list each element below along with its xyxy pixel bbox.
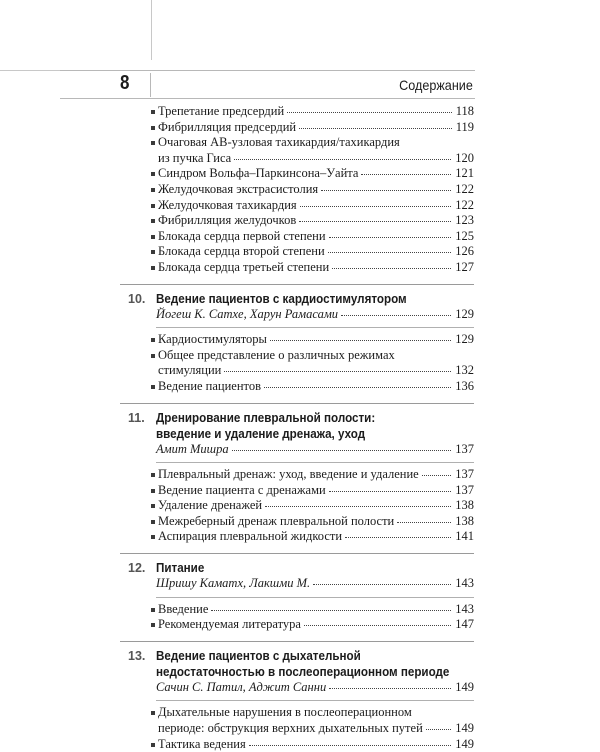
toc-entry-line: [148, 721, 474, 737]
header-bottom-rule: [60, 98, 475, 99]
toc-item-row: [128, 348, 474, 364]
chapter-title-line: введение и удаление дренажа, уход: [156, 426, 366, 441]
authors-names: Сачин С. Патил, Аджит Санни: [156, 679, 327, 694]
toc-item: [128, 705, 474, 736]
toc-item: [128, 182, 474, 198]
toc-item: [128, 120, 474, 136]
authors-rule: [156, 325, 474, 328]
entry-label: Кардиостимуляторы: [158, 332, 267, 347]
toc-item-row: [128, 483, 474, 499]
toc-item: [128, 348, 474, 379]
chapter-authors: [128, 442, 474, 458]
entry-label: Ведение пациентов: [158, 378, 261, 393]
entry-label: Общее представление о различных режимах: [158, 347, 395, 362]
dot-leader: [341, 314, 451, 316]
toc-entry-line: [148, 120, 474, 136]
toc-item-row: [128, 529, 474, 545]
entry-page: 123: [455, 213, 474, 228]
dot-leader: [224, 370, 451, 372]
dot-leader: [361, 173, 451, 175]
entry-label: Блокада сердца третьей степени: [158, 259, 330, 274]
entry-page: 122: [455, 197, 474, 212]
chapter-separator: [120, 641, 474, 642]
toc-item-row: [128, 617, 474, 633]
entry-label: Введение: [158, 601, 209, 616]
toc-item-row-cont: [128, 151, 474, 167]
entry-page: 141: [455, 529, 474, 544]
entry-label: Дыхательные нарушения в послеоперационном: [158, 705, 412, 720]
entry-page: 125: [455, 228, 474, 243]
toc-item-row: [128, 198, 474, 214]
dot-leader: [265, 505, 451, 507]
toc-entry-line: [148, 498, 474, 514]
toc-item-row: [128, 332, 474, 348]
chapter-number: 12.: [128, 561, 146, 576]
entry-label: Межреберный дренаж плевральной полости: [158, 513, 395, 528]
entry-label: Синдром Вольфа–Паркинсона–Уайта: [158, 166, 359, 181]
authors-rule: [156, 698, 474, 701]
toc-item-row: [128, 379, 474, 395]
dot-leader: [329, 236, 452, 238]
authors-rule: [156, 460, 474, 463]
dot-leader: [300, 205, 452, 207]
entry-page: 129: [455, 306, 474, 321]
entry-page: 120: [455, 150, 474, 165]
toc-entry-line: [128, 680, 474, 696]
dot-leader: [299, 220, 451, 222]
toc-item-row: [128, 244, 474, 260]
toc-item-row: [128, 229, 474, 245]
crop-mark-horizontal: [0, 70, 60, 71]
chapter-number: 10.: [128, 291, 146, 306]
entry-page: 126: [455, 244, 474, 259]
toc-item: [128, 514, 474, 530]
toc-item-row: [128, 135, 474, 151]
toc-entry-line: [148, 514, 474, 530]
dot-leader: [329, 687, 451, 689]
authors-names: Йогеш К. Сатхе, Харун Рамасами: [156, 306, 339, 321]
entry-label: Блокада сердца второй степени: [158, 244, 325, 259]
toc-entry-line: [148, 213, 474, 229]
chapter-title-line: Ведение пациентов с кардиостимулятором: [156, 291, 407, 306]
dot-leader: [321, 189, 451, 191]
toc-item: [128, 213, 474, 229]
toc-item-row: [128, 602, 474, 618]
toc-entry-line: [148, 379, 474, 395]
toc-entry-line: [148, 363, 474, 379]
toc-item: [128, 498, 474, 514]
chapter-authors: [128, 307, 474, 323]
entry-label: Рекомендуемая литература: [158, 617, 301, 632]
dot-leader: [426, 728, 451, 730]
entry-page: 137: [455, 467, 474, 482]
toc-entry-line: [148, 467, 474, 483]
dot-leader: [397, 521, 451, 523]
entry-page: 149: [455, 721, 474, 736]
dot-leader: [328, 251, 452, 253]
chapter-title: [128, 291, 474, 307]
toc-item-row: [128, 705, 474, 721]
toc-item: [128, 332, 474, 348]
toc-item-row: [128, 498, 474, 514]
entry-page: 143: [455, 601, 474, 616]
toc-item-row: [128, 166, 474, 182]
chapter-title: [128, 410, 474, 442]
running-title: Содержание: [399, 77, 473, 93]
entry-page: 138: [455, 498, 474, 513]
dot-leader: [422, 474, 452, 476]
toc-entry-line: [148, 229, 474, 245]
entry-label: Фибрилляция предсердий: [158, 119, 297, 134]
toc-item: [128, 229, 474, 245]
page-number: 8: [120, 72, 130, 94]
dot-leader: [332, 267, 451, 269]
crop-mark-vertical: [151, 0, 152, 60]
toc-entry-line: [148, 260, 474, 276]
entry-label-cont: стимуляции: [158, 363, 222, 378]
toc-item-row-cont: [128, 363, 474, 379]
toc-entry-line: [148, 244, 474, 260]
entry-label: Трепетание предсердий: [158, 104, 285, 118]
entry-page: 149: [455, 679, 474, 694]
entry-page: 149: [455, 736, 474, 751]
chapter-title: [128, 648, 474, 680]
toc-item: [128, 244, 474, 260]
toc-entry-line: [148, 602, 474, 618]
chapter-title-line: недостаточностью в послеоперационном периоде: [156, 664, 450, 679]
dot-leader: [287, 111, 452, 113]
chapter-separator: [120, 403, 474, 404]
dot-leader: [270, 339, 451, 341]
chapter-authors: [128, 576, 474, 592]
toc-entry-line: [128, 442, 474, 458]
toc-entry-line: [128, 576, 474, 592]
entry-page: 147: [455, 617, 474, 632]
page-number-divider: [150, 73, 151, 97]
toc-entry-line: [148, 151, 474, 167]
entry-label: Блокада сердца первой степени: [158, 228, 326, 243]
entry-page: 138: [455, 513, 474, 528]
entry-label: Желудочковая экстрасистолия: [158, 181, 319, 196]
toc-item-row: [128, 514, 474, 530]
authors-names: Амит Мишра: [156, 441, 229, 456]
entry-page: 137: [455, 482, 474, 497]
toc-entry-line: [148, 332, 474, 348]
toc-item: [128, 135, 474, 166]
entry-label: Фибрилляция желудочков: [158, 213, 297, 228]
chapter-number: 11.: [128, 410, 145, 425]
chapter-title: [128, 560, 474, 576]
entry-page: 136: [455, 378, 474, 393]
toc-entry-line: [148, 483, 474, 499]
toc-item-row: [128, 182, 474, 198]
toc-item-row: [128, 213, 474, 229]
dot-leader: [249, 744, 452, 746]
table-of-contents: [128, 104, 474, 752]
toc-item-row: [128, 467, 474, 483]
toc-item-row: [128, 260, 474, 276]
chapter-number: 13.: [128, 648, 146, 663]
toc-entry-line: [148, 198, 474, 214]
entry-page: 119: [455, 119, 474, 134]
entry-page: 121: [455, 166, 474, 181]
toc-item: [128, 104, 474, 120]
entry-page: 143: [455, 576, 474, 591]
toc-entry-line: [148, 182, 474, 198]
dot-leader: [299, 127, 452, 129]
toc-entry-line: [128, 307, 474, 323]
toc-entry-line: [148, 104, 474, 120]
dot-leader: [234, 158, 451, 160]
entry-label: Аспирация плевральной жидкости: [158, 529, 343, 544]
entry-page: 118: [455, 104, 474, 118]
chapter-title-line: Дренирование плевральной полости:: [156, 410, 376, 425]
entry-label-cont: периоде: обструкция верхних дыхательных путей: [158, 721, 423, 736]
toc-item: [128, 602, 474, 618]
dot-leader: [345, 536, 451, 538]
toc-entry-line: [148, 529, 474, 545]
entry-page: 132: [455, 363, 474, 378]
chapter-title-line: Ведение пациентов с дыхательной: [156, 648, 361, 663]
entry-page: 137: [455, 441, 474, 456]
toc-item: [128, 483, 474, 499]
toc-item: [128, 260, 474, 276]
entry-label: Ведение пациента с дренажами: [158, 482, 326, 497]
dot-leader: [264, 386, 451, 388]
toc-entry-line: [148, 617, 474, 633]
toc-item: [128, 617, 474, 633]
entry-label: Удаление дренажей: [158, 498, 263, 513]
chapter-authors: [128, 680, 474, 696]
dot-leader: [329, 490, 452, 492]
toc-entry-line: [148, 166, 474, 182]
toc-item-row-cont: [128, 721, 474, 737]
toc-item: [128, 166, 474, 182]
chapter-separator: [120, 553, 474, 554]
entry-label: Плевральный дренаж: уход, введение и удаление: [158, 467, 419, 482]
toc-item: [128, 198, 474, 214]
dot-leader: [313, 583, 451, 585]
chapter-separator: [120, 284, 474, 285]
chapter-title-line: Питание: [156, 561, 205, 576]
toc-item: [128, 467, 474, 483]
entry-label-cont: из пучка Гиса: [158, 150, 232, 165]
toc-item-row: [128, 104, 474, 120]
entry-page: 122: [455, 181, 474, 196]
toc-item: [128, 529, 474, 545]
authors-names: Шришу Каматх, Лакшми М.: [156, 576, 311, 591]
authors-rule: [156, 595, 474, 598]
dot-leader: [211, 609, 451, 611]
entry-page: 127: [455, 259, 474, 274]
toc-item: [128, 379, 474, 395]
dot-leader: [232, 449, 452, 451]
entry-label: Очаговая АВ-узловая тахикардия/тахикардия: [158, 135, 400, 150]
entry-label: Желудочковая тахикардия: [158, 197, 297, 212]
dot-leader: [304, 624, 451, 626]
entry-label: Тактика ведения: [158, 736, 246, 751]
header-top-rule: [60, 70, 475, 71]
entry-page: 129: [455, 332, 474, 347]
toc-item-row: [128, 120, 474, 136]
